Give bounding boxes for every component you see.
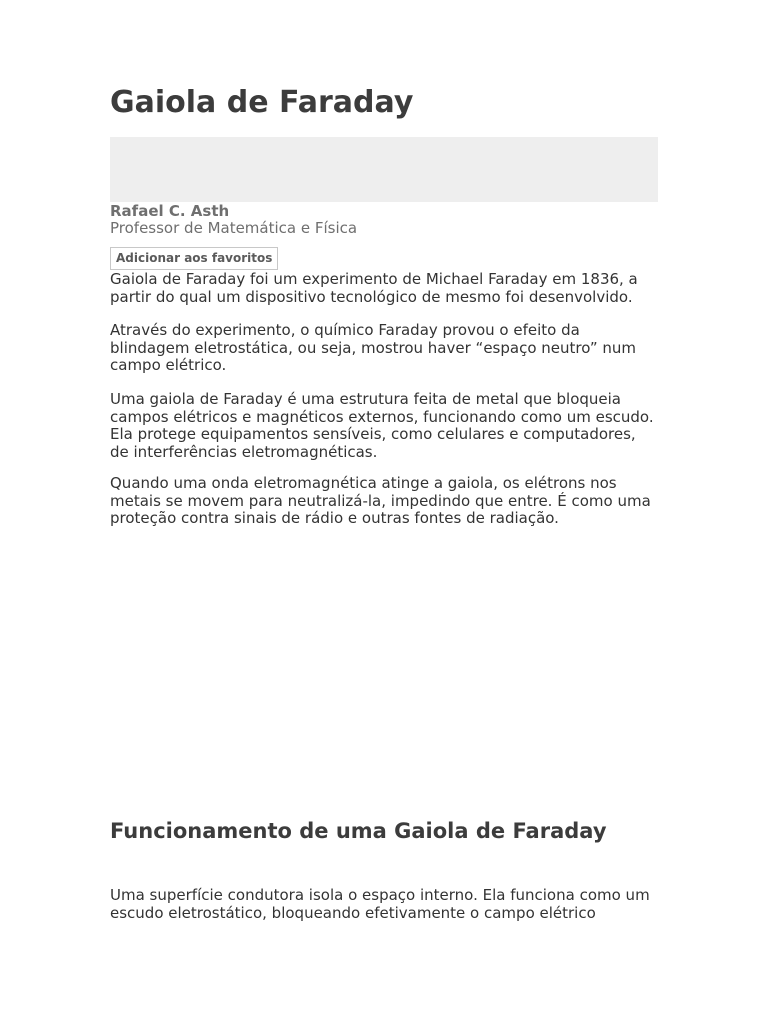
author-name[interactable]: Rafael C. Asth — [110, 202, 230, 220]
add-to-favorites-button[interactable]: Adicionar aos favoritos — [110, 247, 278, 270]
article-title: Gaiola de Faraday — [110, 85, 414, 120]
section-title: Funcionamento de uma Gaiola de Faraday — [110, 819, 607, 843]
article-paragraph-2: Através do experimento, o químico Faraday provou o efeito da blindagem eletrostática, ou seja, mostrou haver “espaço neutro” num campo elétrico. — [110, 321, 637, 374]
article-paragraph-3: Uma gaiola de Faraday é uma estrutura feita de metal que bloqueia campos elétricos e magnéticos externos, funcionando como um escudo. Ela protege equipamentos sensíveis, como celulares e computadores, de interferências eletromagnéticas. — [110, 390, 654, 461]
ad-banner-placeholder — [110, 137, 658, 202]
section-paragraph: Uma superfície condutora isola o espaço interno. Ela funciona como um escudo eletrostático, bloqueando efetivamente o campo elétrico — [110, 886, 650, 922]
author-role: Professor de Matemática e Física — [110, 219, 358, 237]
article-paragraph-4: Quando uma onda eletromagnética atinge a gaiola, os elétrons nos metais se movem para neutralizá-la, impedindo que entre. É como uma proteção contra sinais de rádio e outras fontes de radiação. — [110, 474, 651, 527]
article-paragraph-1: Gaiola de Faraday foi um experimento de Michael Faraday em 1836, a partir do qual um dispositivo tecnológico de mesmo foi desenvolvido. — [110, 270, 638, 306]
